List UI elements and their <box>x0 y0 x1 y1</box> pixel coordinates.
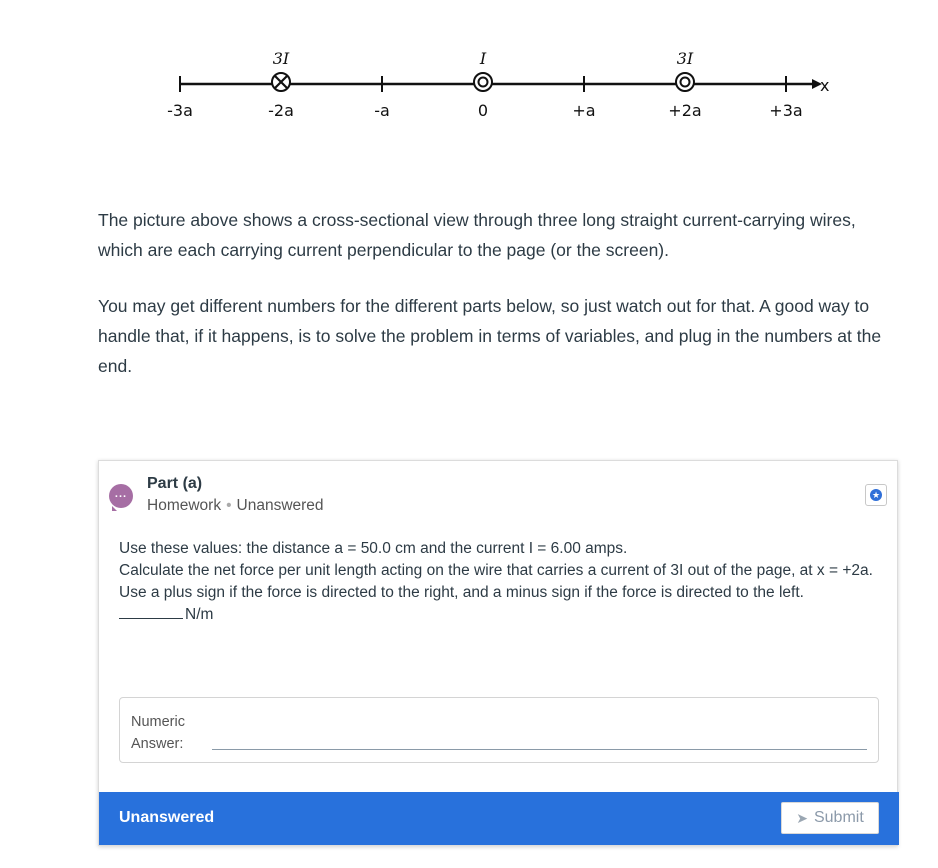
question-line-1: Use these values: the distance a = 50.0 cm and the current I = 6.00 amps. <box>119 540 628 557</box>
footer-status: Unanswered <box>119 809 215 826</box>
part-meta <box>147 497 324 515</box>
tick-label: -a <box>374 101 390 120</box>
question-text <box>119 538 879 626</box>
tick-label: +3a <box>769 101 803 120</box>
intro-paragraph-2: You may get different numbers for the different parts below, so just watch out for that. A good way to handle that, if it happens, is to solve the problem in terms of variables, and plug in the numbers at the end. <box>98 296 882 376</box>
tick-label: 0 <box>477 101 489 120</box>
submit-button[interactable] <box>781 802 879 834</box>
paper-plane-icon: ➤ <box>796 809 808 826</box>
tick-label: -2a <box>268 101 294 120</box>
part-title: Part (a) <box>147 475 203 492</box>
tick-label: -3a <box>167 101 193 120</box>
wire-diagram <box>0 0 938 150</box>
dot-mark <box>479 78 488 87</box>
chat-bubble-icon[interactable]: ... <box>109 484 133 508</box>
answer-box <box>119 697 879 763</box>
answer-blank <box>119 618 183 619</box>
bookmark-button[interactable] <box>865 484 887 506</box>
tick-label: +a <box>572 101 596 120</box>
x-axis-label: x <box>820 76 830 95</box>
numeric-answer-label: Numeric Answer: <box>131 714 185 752</box>
submit-label: Submit <box>813 809 864 826</box>
meta-separator: • <box>226 497 232 514</box>
intro-paragraph-1: The picture above shows a cross-sectional view through three long straight current-carrying wires, which are each carrying current perpendicular to the page (or the screen). <box>98 210 856 260</box>
unit-label: N/m <box>185 606 214 623</box>
tick-label: +2a <box>668 101 702 120</box>
part-a-card <box>98 460 898 846</box>
question-line-2: Calculate the net force per unit length acting on the wire that carries a current of 3I out of the page, at x = +2a. Use a plus sign if the force is directed to the right, and a minus sign if the force is directed to the left. <box>119 562 873 601</box>
wire-current-label: 3I <box>272 49 290 68</box>
numeric-answer-input[interactable] <box>212 734 867 750</box>
wire-current-label: 3I <box>676 49 694 68</box>
part-status: Unanswered <box>236 497 324 514</box>
part-footer <box>99 792 899 845</box>
part-type: Homework <box>147 497 222 514</box>
bookmark-star-icon: ★ <box>871 490 881 500</box>
answer-blank-row <box>119 604 879 626</box>
dot-mark <box>681 78 690 87</box>
wire-current-label: I <box>479 49 487 68</box>
